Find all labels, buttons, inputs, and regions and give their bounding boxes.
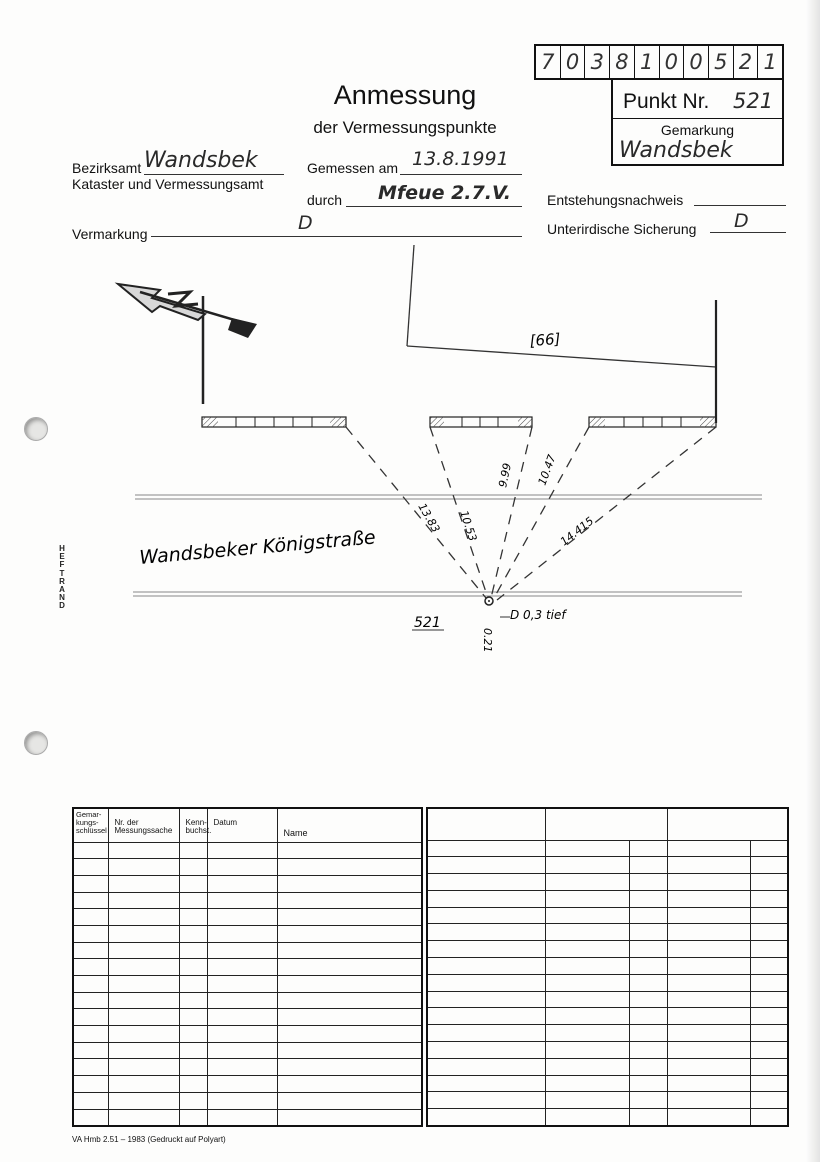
left-table-row xyxy=(73,909,422,926)
left-table-row xyxy=(73,959,422,976)
right-table-cell[interactable] xyxy=(667,857,750,874)
right-table-cell[interactable] xyxy=(545,874,629,891)
right-table-cell[interactable] xyxy=(750,1008,788,1025)
right-table-cell[interactable] xyxy=(667,1008,750,1025)
left-table-cell[interactable] xyxy=(179,1026,207,1043)
left-table-cell[interactable] xyxy=(179,1092,207,1109)
right-header-cell-1 xyxy=(427,808,545,840)
left-table-cell[interactable] xyxy=(179,976,207,993)
punkt-label: Punkt Nr. xyxy=(623,90,710,113)
left-table-cell[interactable] xyxy=(277,925,422,942)
right-table-cell[interactable] xyxy=(629,857,667,874)
left-table-cell[interactable] xyxy=(207,992,277,1009)
id-digit-6: 0 xyxy=(660,46,685,78)
durch-label: durch xyxy=(307,192,343,208)
vermarkung-value: D xyxy=(298,212,313,234)
right-table-row xyxy=(427,941,788,958)
left-table-cell[interactable] xyxy=(207,1076,277,1093)
right-table-row xyxy=(427,924,788,941)
right-table-cell[interactable] xyxy=(427,1025,545,1042)
right-table-cell[interactable] xyxy=(427,1092,545,1109)
left-table-cell[interactable] xyxy=(207,909,277,926)
left-table-cell[interactable] xyxy=(277,842,422,859)
left-table-cell[interactable] xyxy=(73,1059,108,1076)
left-table-cell[interactable] xyxy=(73,909,108,926)
right-table-row xyxy=(427,1008,788,1025)
left-table-cell[interactable] xyxy=(108,925,179,942)
right-table-cell[interactable] xyxy=(427,941,545,958)
header-datum: Datum xyxy=(207,808,277,842)
gemessen-value: 13.8.1991 xyxy=(412,148,509,170)
header-name: Name xyxy=(277,808,422,842)
right-table-row xyxy=(427,857,788,874)
left-table-cell[interactable] xyxy=(277,1109,422,1126)
right-table-cell[interactable] xyxy=(667,958,750,975)
left-table-cell[interactable] xyxy=(277,1009,422,1026)
right-header-cell-2 xyxy=(545,808,667,840)
right-table-cell[interactable] xyxy=(545,1075,629,1092)
left-table-cell[interactable] xyxy=(207,942,277,959)
right-table-cell[interactable] xyxy=(629,924,667,941)
left-table-cell[interactable] xyxy=(277,1076,422,1093)
right-table-row xyxy=(427,890,788,907)
right-table-cell[interactable] xyxy=(667,924,750,941)
left-table-row xyxy=(73,1009,422,1026)
right-table-cell[interactable] xyxy=(427,1042,545,1059)
right-table-cell[interactable] xyxy=(629,907,667,924)
id-digit-5: 1 xyxy=(635,46,660,78)
left-table-cell[interactable] xyxy=(277,1042,422,1059)
right-table-cell[interactable] xyxy=(427,1058,545,1075)
left-table-cell[interactable] xyxy=(73,875,108,892)
left-table-cell[interactable] xyxy=(73,1026,108,1043)
right-table-cell[interactable] xyxy=(427,1109,545,1126)
left-table-cell[interactable] xyxy=(108,859,179,876)
left-table-cell[interactable] xyxy=(277,892,422,909)
left-table-cell[interactable] xyxy=(207,1009,277,1026)
right-table-cell[interactable] xyxy=(667,1092,750,1109)
left-table-cell[interactable] xyxy=(207,842,277,859)
left-table-cell[interactable] xyxy=(207,875,277,892)
right-table-cell[interactable] xyxy=(629,1075,667,1092)
right-table-cell[interactable] xyxy=(427,974,545,991)
right-table-row xyxy=(427,1058,788,1075)
left-table-cell[interactable] xyxy=(73,942,108,959)
right-table-cell[interactable] xyxy=(545,1008,629,1025)
left-table-cell[interactable] xyxy=(108,959,179,976)
right-table-cell[interactable] xyxy=(667,974,750,991)
left-table-cell[interactable] xyxy=(73,842,108,859)
distance-5: 14.415 xyxy=(557,514,597,549)
left-table-cell[interactable] xyxy=(179,875,207,892)
left-table-cell[interactable] xyxy=(108,842,179,859)
right-table-cell[interactable] xyxy=(427,1075,545,1092)
left-table-row xyxy=(73,842,422,859)
right-table-cell[interactable] xyxy=(667,1042,750,1059)
right-table-cell[interactable] xyxy=(750,958,788,975)
left-table-cell[interactable] xyxy=(179,842,207,859)
left-table-cell[interactable] xyxy=(179,909,207,926)
left-table-row xyxy=(73,1109,422,1126)
right-table-cell[interactable] xyxy=(667,907,750,924)
left-table-cell[interactable] xyxy=(108,1059,179,1076)
right-table-cell[interactable] xyxy=(629,991,667,1008)
right-table-cell[interactable] xyxy=(667,991,750,1008)
left-table-cell[interactable] xyxy=(179,959,207,976)
right-table-cell[interactable] xyxy=(750,924,788,941)
left-table-cell[interactable] xyxy=(108,1092,179,1109)
left-table-cell[interactable] xyxy=(73,959,108,976)
left-table-cell[interactable] xyxy=(108,1109,179,1126)
right-table-cell[interactable] xyxy=(750,1025,788,1042)
right-table-cell[interactable] xyxy=(629,890,667,907)
right-table-cell[interactable] xyxy=(545,1042,629,1059)
right-table-row xyxy=(427,1092,788,1109)
right-table-cell[interactable] xyxy=(750,1092,788,1109)
id-digit-3: 3 xyxy=(585,46,610,78)
right-table-cell[interactable] xyxy=(667,1025,750,1042)
left-table-cell[interactable] xyxy=(73,976,108,993)
heftrand-label: H E F T R A N D xyxy=(59,544,65,611)
right-table-cell[interactable] xyxy=(750,941,788,958)
right-table-row xyxy=(427,991,788,1008)
left-table-cell[interactable] xyxy=(179,1042,207,1059)
right-table-cell[interactable] xyxy=(545,941,629,958)
parcel-label: [66] xyxy=(529,329,562,350)
left-table-cell[interactable] xyxy=(73,1042,108,1059)
id-digit-10: 1 xyxy=(763,50,777,74)
right-table-cell[interactable] xyxy=(667,1109,750,1126)
distance-4: 10.47 xyxy=(535,452,559,488)
point-note: D 0,3 tief xyxy=(510,608,566,622)
left-table-cell[interactable] xyxy=(207,1026,277,1043)
bezirksamt-label: Bezirksamt xyxy=(72,160,142,176)
facade-left xyxy=(202,417,346,427)
right-table-row xyxy=(427,1025,788,1042)
left-table-row xyxy=(73,1042,422,1059)
right-header-cell-3 xyxy=(667,808,788,840)
right-table-cell[interactable] xyxy=(750,907,788,924)
right-table-cell[interactable] xyxy=(629,1042,667,1059)
left-table-cell[interactable] xyxy=(277,992,422,1009)
right-table-cell[interactable] xyxy=(750,874,788,891)
id-digit-8: 5 xyxy=(709,46,734,78)
parcel-boundary xyxy=(407,245,716,423)
left-table-cell[interactable] xyxy=(108,992,179,1009)
left-table-row xyxy=(73,942,422,959)
distance-3: 9.99 xyxy=(496,461,515,489)
id-digit-1: 7 xyxy=(536,46,561,78)
right-table-row xyxy=(427,958,788,975)
left-table-cell[interactable] xyxy=(207,859,277,876)
left-table-cell[interactable] xyxy=(277,976,422,993)
left-table-row xyxy=(73,1076,422,1093)
right-table-cell[interactable] xyxy=(629,1008,667,1025)
right-table-cell[interactable] xyxy=(545,1025,629,1042)
gemarkung-value: Wandsbek xyxy=(619,138,733,163)
right-table-cell[interactable] xyxy=(629,1109,667,1126)
right-table-cell[interactable] xyxy=(545,974,629,991)
right-table-cell[interactable] xyxy=(545,857,629,874)
right-table-cell[interactable] xyxy=(545,1058,629,1075)
right-table-cell[interactable] xyxy=(427,1008,545,1025)
left-table-cell[interactable] xyxy=(108,892,179,909)
right-table-cell[interactable] xyxy=(629,840,667,857)
right-table-row xyxy=(427,1075,788,1092)
left-table-cell[interactable] xyxy=(179,892,207,909)
right-table-row xyxy=(427,974,788,991)
left-table-cell[interactable] xyxy=(207,976,277,993)
right-table-cell[interactable] xyxy=(545,890,629,907)
left-table-cell[interactable] xyxy=(179,1059,207,1076)
street-name: Wandsbeker Königstraße xyxy=(138,526,377,569)
left-table-row xyxy=(73,859,422,876)
right-table-cell[interactable] xyxy=(629,1025,667,1042)
header-kennbuchst: Kenn-buchst. xyxy=(179,808,207,842)
bezirksamt-value: Wandsbek xyxy=(144,148,258,173)
left-table-cell[interactable] xyxy=(277,1059,422,1076)
left-table-cell[interactable] xyxy=(73,925,108,942)
left-table-cell[interactable] xyxy=(179,992,207,1009)
left-table-row xyxy=(73,1092,422,1109)
facade-right xyxy=(589,417,716,427)
left-table-cell[interactable] xyxy=(73,992,108,1009)
id-digit-2: 0 xyxy=(561,46,586,78)
left-table-cell[interactable] xyxy=(207,959,277,976)
right-table-cell[interactable] xyxy=(629,941,667,958)
right-table-cell[interactable] xyxy=(750,991,788,1008)
right-table-cell[interactable] xyxy=(427,874,545,891)
right-table-cell[interactable] xyxy=(545,1109,629,1126)
right-table-cell[interactable] xyxy=(545,907,629,924)
left-table-row xyxy=(73,875,422,892)
form-footer: VA Hmb 2.51 – 1983 (Gedruckt auf Polyart) xyxy=(72,1135,226,1144)
right-table-cell[interactable] xyxy=(629,974,667,991)
unterirdisch-label: Unterirdische Sicherung xyxy=(547,221,697,237)
left-table-cell[interactable] xyxy=(179,1076,207,1093)
entstehung-label: Entstehungsnachweis xyxy=(547,192,684,208)
left-table-cell[interactable] xyxy=(73,1109,108,1126)
left-table-cell[interactable] xyxy=(277,1092,422,1109)
left-table-cell[interactable] xyxy=(207,1109,277,1126)
right-table-cell[interactable] xyxy=(750,1042,788,1059)
measurement-rays xyxy=(346,427,716,600)
right-table-cell[interactable] xyxy=(750,840,788,857)
left-table-cell[interactable] xyxy=(277,1026,422,1043)
left-table-cell[interactable] xyxy=(179,942,207,959)
right-table-cell[interactable] xyxy=(629,958,667,975)
right-table-cell[interactable] xyxy=(427,924,545,941)
right-table-cell[interactable] xyxy=(750,1075,788,1092)
left-table-cell[interactable] xyxy=(108,1042,179,1059)
left-table-cell[interactable] xyxy=(108,1009,179,1026)
right-table-cell[interactable] xyxy=(750,1109,788,1126)
left-table-cell[interactable] xyxy=(108,976,179,993)
right-table-cell[interactable] xyxy=(427,890,545,907)
id-digit-7: 0 xyxy=(684,46,709,78)
right-table-cell[interactable] xyxy=(629,1092,667,1109)
right-table-cell[interactable] xyxy=(427,840,545,857)
left-table-cell[interactable] xyxy=(179,925,207,942)
right-table-row xyxy=(427,840,788,857)
right-table-cell[interactable] xyxy=(667,1075,750,1092)
left-table-cell[interactable] xyxy=(108,942,179,959)
right-table-cell[interactable] xyxy=(545,924,629,941)
right-table-cell[interactable] xyxy=(750,974,788,991)
left-table-row xyxy=(73,925,422,942)
header-gemarkungsschluessel: Gemar-kungs-schlüssel xyxy=(73,808,108,842)
kataster-label: Kataster und Vermessungsamt xyxy=(72,176,264,192)
id-digit-4: 8 xyxy=(610,46,635,78)
log-table-left xyxy=(72,807,423,1127)
right-table-cell[interactable] xyxy=(545,840,629,857)
left-table-cell[interactable] xyxy=(207,925,277,942)
right-table-cell[interactable] xyxy=(667,1058,750,1075)
right-table-cell[interactable] xyxy=(427,958,545,975)
left-table-row xyxy=(73,1059,422,1076)
left-table-cell[interactable] xyxy=(73,1009,108,1026)
right-table-cell[interactable] xyxy=(750,1058,788,1075)
left-table-cell[interactable] xyxy=(277,909,422,926)
left-table-cell[interactable] xyxy=(108,875,179,892)
left-table-cell[interactable] xyxy=(277,859,422,876)
right-table-cell[interactable] xyxy=(629,1058,667,1075)
left-table-cell[interactable] xyxy=(207,1092,277,1109)
right-table-cell[interactable] xyxy=(427,991,545,1008)
distance-1: 13.83 xyxy=(415,501,443,535)
left-table-cell[interactable] xyxy=(207,1042,277,1059)
left-table-cell[interactable] xyxy=(277,942,422,959)
form-subtitle: der Vermessungspunkte xyxy=(313,118,497,137)
id-digit-9: 2 xyxy=(734,46,759,78)
gemessen-label: Gemessen am xyxy=(307,160,399,176)
left-table-cell[interactable] xyxy=(73,1092,108,1109)
left-table-cell[interactable] xyxy=(179,1009,207,1026)
punkt-value: 521 xyxy=(733,89,774,113)
north-arrow-icon xyxy=(118,284,257,404)
right-table-cell[interactable] xyxy=(750,890,788,907)
right-table-cell[interactable] xyxy=(545,958,629,975)
right-table-cell[interactable] xyxy=(667,874,750,891)
left-table-cell[interactable] xyxy=(277,959,422,976)
offset-value: 0.21 xyxy=(481,628,494,653)
left-table-cell[interactable] xyxy=(207,1059,277,1076)
right-table-cell[interactable] xyxy=(545,1092,629,1109)
durch-value: Mfeue 2.7.V. xyxy=(378,182,511,204)
point-number: 521 xyxy=(414,615,441,631)
left-table-row xyxy=(73,992,422,1009)
right-table-cell[interactable] xyxy=(427,907,545,924)
left-table-cell[interactable] xyxy=(179,859,207,876)
left-table-cell[interactable] xyxy=(73,892,108,909)
right-table-row xyxy=(427,907,788,924)
left-table-row xyxy=(73,892,422,909)
left-table-cell[interactable] xyxy=(108,1076,179,1093)
right-table-cell[interactable] xyxy=(545,991,629,1008)
log-table-right xyxy=(426,807,789,1127)
distance-2: 10.53 xyxy=(457,508,480,543)
facade-middle xyxy=(430,417,532,427)
right-table-row xyxy=(427,1042,788,1059)
left-table-row xyxy=(73,976,422,993)
header-messungssache: Nr. der Messungssache xyxy=(108,808,179,842)
right-table-row xyxy=(427,1109,788,1126)
left-table-cell[interactable] xyxy=(108,1026,179,1043)
right-table-cell[interactable] xyxy=(629,874,667,891)
left-table-cell[interactable] xyxy=(207,892,277,909)
gemarkung-label: Gemarkung xyxy=(660,122,735,138)
unterirdisch-value: D xyxy=(734,210,749,232)
right-table-cell[interactable] xyxy=(750,857,788,874)
form-title: Anmessung xyxy=(333,80,477,110)
right-table-row xyxy=(427,874,788,891)
left-table-cell[interactable] xyxy=(277,875,422,892)
left-table-cell[interactable] xyxy=(73,859,108,876)
right-table-cell[interactable] xyxy=(667,890,750,907)
vermarkung-label: Vermarkung xyxy=(72,226,148,242)
right-table-cell[interactable] xyxy=(667,840,750,857)
right-table-cell[interactable] xyxy=(427,857,545,874)
right-table-cell[interactable] xyxy=(667,941,750,958)
left-table-row xyxy=(73,1026,422,1043)
left-table-cell[interactable] xyxy=(179,1109,207,1126)
left-table-cell[interactable] xyxy=(108,909,179,926)
left-table-cell[interactable] xyxy=(73,1076,108,1093)
